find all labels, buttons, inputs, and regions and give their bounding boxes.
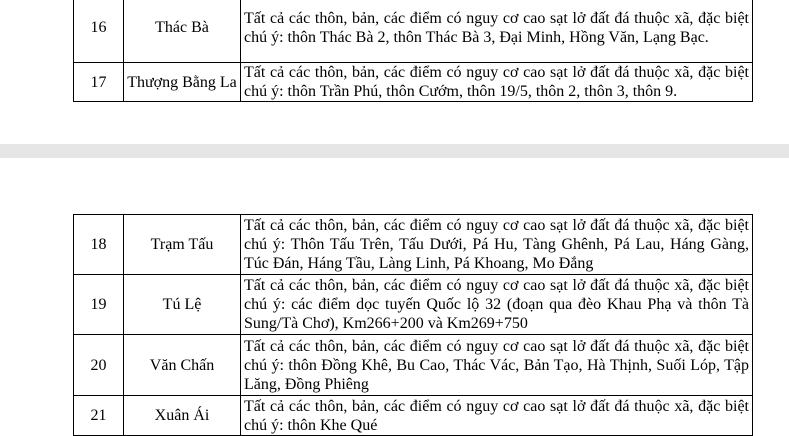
- table-row: [74, 0, 753, 63]
- row-number: 16: [74, 0, 124, 63]
- risk-description: Tất cả các thôn, bản, các điểm có nguy cơ cao sạt lở đất đá thuộc xã, đặc biệt chú ý: các điểm dọc tuyến Quốc lộ 32 (đoạn qua đèo Khau Phạ và thôn Tà Sung/Tà Chơ), Km266+200 và Km269+750: [241, 275, 753, 335]
- table-row: [74, 275, 753, 335]
- risk-description: Tất cả các thôn, bản, các điểm có nguy cơ cao sạt lở đất đá thuộc xã, đặc biệt chú ý: thôn Thác Bà 2, thôn Thác Bà 3, Đại Minh, Hồng Văn, Lạng Bạc.: [241, 0, 753, 63]
- row-number: 20: [74, 335, 124, 396]
- table-row: [74, 396, 753, 436]
- row-number: 21: [74, 396, 124, 436]
- page-separator: [0, 144, 789, 158]
- commune-name: Thượng Bằng La: [124, 63, 241, 102]
- commune-name: Xuân Ái: [124, 396, 241, 436]
- page-lower: [0, 158, 789, 436]
- table-row: [74, 63, 753, 102]
- row-number: 18: [74, 215, 124, 275]
- landslide-table-upper: [73, 0, 753, 102]
- row-number: 17: [74, 63, 124, 102]
- commune-name: Văn Chấn: [124, 335, 241, 396]
- risk-description: Tất cả các thôn, bản, các điểm có nguy cơ cao sạt lở đất đá thuộc xã, đặc biệt chú ý: thôn Đồng Khê, Bu Cao, Thác Vác, Bản Tạo, Hà Thịnh, Suối Lóp, Tập Lăng, Đồng Phiêng: [241, 335, 753, 396]
- row-number: 19: [74, 275, 124, 335]
- risk-description: Tất cả các thôn, bản, các điểm có nguy cơ cao sạt lở đất đá thuộc xã, đặc biệt chú ý: thôn Khe Qué: [241, 396, 753, 436]
- landslide-table-lower: [73, 214, 753, 436]
- risk-description: Tất cả các thôn, bản, các điểm có nguy cơ cao sạt lở đất đá thuộc xã, đặc biệt chú ý: Thôn Tấu Trên, Tấu Dưới, Pá Hu, Tàng Ghênh, Pá Lau, Háng Gàng, Túc Đán, Háng Tầu, Làng Linh, Pá Khoang, Mo Đắng: [241, 215, 753, 275]
- page-upper: [0, 0, 789, 144]
- commune-name: Trạm Tấu: [124, 215, 241, 275]
- commune-name: Thác Bà: [124, 0, 241, 63]
- table-row: [74, 335, 753, 396]
- table-row: [74, 215, 753, 275]
- commune-name: Tú Lệ: [124, 275, 241, 335]
- risk-description: Tất cả các thôn, bản, các điểm có nguy cơ cao sạt lở đất đá thuộc xã, đặc biệt chú ý: thôn Trần Phú, thôn Cướm, thôn 19/5, thôn 2, thôn 3, thôn 9.: [241, 63, 753, 102]
